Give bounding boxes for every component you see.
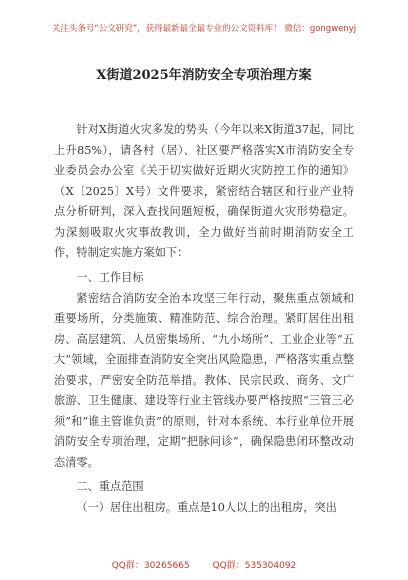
footer-qq-group-1: QQ群：30265665 bbox=[111, 561, 190, 571]
footer-contacts bbox=[0, 558, 408, 571]
section-heading-goals: 一、工作目标 bbox=[76, 271, 144, 284]
document-title: X街道2025年消防安全专项治理方案 bbox=[96, 68, 312, 83]
section-paragraph-scope: （一）居住出租房。重点是10人以上的出租房，突出 bbox=[76, 500, 337, 514]
intro-paragraph-block bbox=[54, 120, 354, 264]
section-paragraph-goals: 紧密结合消防安全治本攻坚三年行动，聚焦重点领域和重要场所，分类施策、精准防范、综合治理。紧盯居住出租房、高层建筑、人员密集场所、“九小场所”、工业企业等“五大”领域，全面排查消防安全突出风险隐患，严格落实重点整治要求，严密安全防范举措。教体、民宗民政、商务、文广旅游、卫生健康、建设等行业主管线办要严格按照“三管三必须”和“谁主管谁负责”的原则，针对本系统、本行业单位开展消防安全专项治理，定期“把脉问诊”，确保隐患闭环整改动态清零。 bbox=[54, 291, 354, 469]
header-banner: 关注头条号“公文研究”，获得最新最全最专业的公文资料库！ 微信：gongwenyj bbox=[51, 24, 357, 34]
footer-qq-group-2: QQ群：535304092 bbox=[212, 561, 297, 571]
section-heading-scope: 二、重点范围 bbox=[76, 480, 144, 493]
section-scope bbox=[54, 477, 354, 518]
section-goals bbox=[54, 268, 354, 473]
intro-paragraph: 针对X街道火灾多发的势头（今年以来X街道37起，同比上升85%），请各村（居）、社区要严格落实X市消防安全专业委员会办公室《关于切实做好近期火灾防控工作的通知》（X〔2025〕X号）文件要求，紧密结合辖区和行业产业特点分析研判，深入查找问题短板，确保街道火灾形势稳定。为深刻吸取火灾事故教训，全力做好当前时期消防安全工作，特制定实施方案如下： bbox=[54, 123, 354, 259]
